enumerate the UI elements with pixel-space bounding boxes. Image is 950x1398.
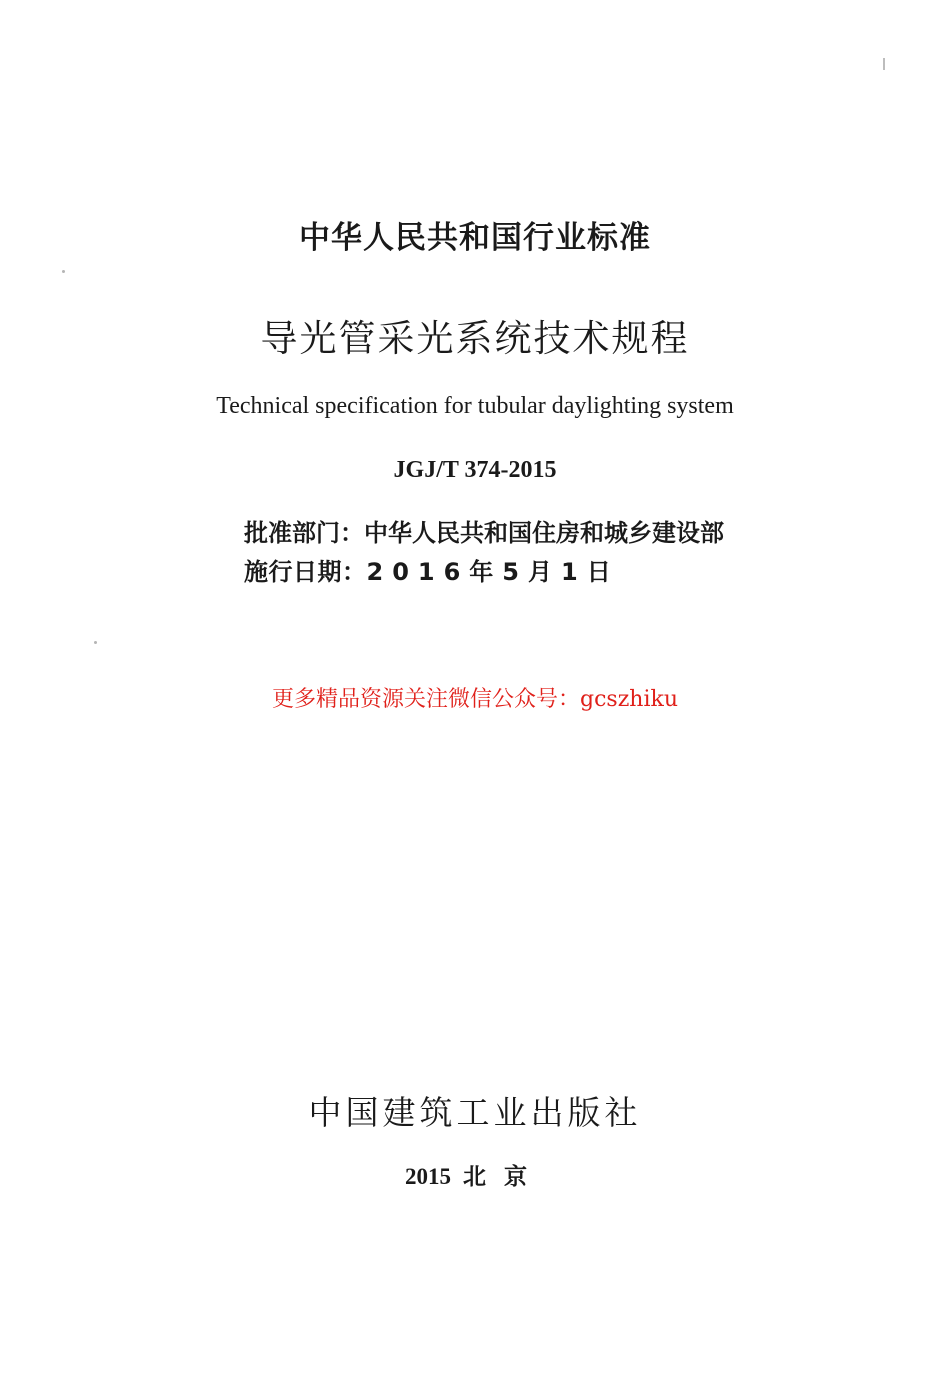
publication-year: 2015: [405, 1164, 451, 1189]
approval-label: 批准部门：: [244, 519, 364, 547]
standard-category: 中华人民共和国行业标准: [299, 220, 651, 256]
publication-place: [0, 1162, 950, 1192]
scan-crop-mark: [883, 58, 885, 70]
scan-speck: [94, 641, 97, 644]
standard-code: JGJ/T 374-2015: [393, 457, 557, 483]
publication-city: 北京: [463, 1164, 545, 1190]
approval-department: [244, 517, 764, 549]
publisher-name: 中国建筑工业出版社: [308, 1093, 642, 1132]
effective-date-label: 施行日期：: [244, 558, 367, 586]
watermark-notice: 更多精品资源关注微信公众号：gcszhiku: [272, 687, 678, 712]
effective-date-value: 2016年5月1日: [366, 558, 620, 586]
document-title-chinese: 导光管采光系统技术规程: [260, 317, 690, 360]
document-title-english: Technical specification for tubular daylighting system: [216, 393, 734, 419]
effective-date: [244, 556, 764, 588]
scan-speck: [62, 270, 65, 273]
approval-value: 中华人民共和国住房和城乡建设部: [364, 519, 724, 547]
